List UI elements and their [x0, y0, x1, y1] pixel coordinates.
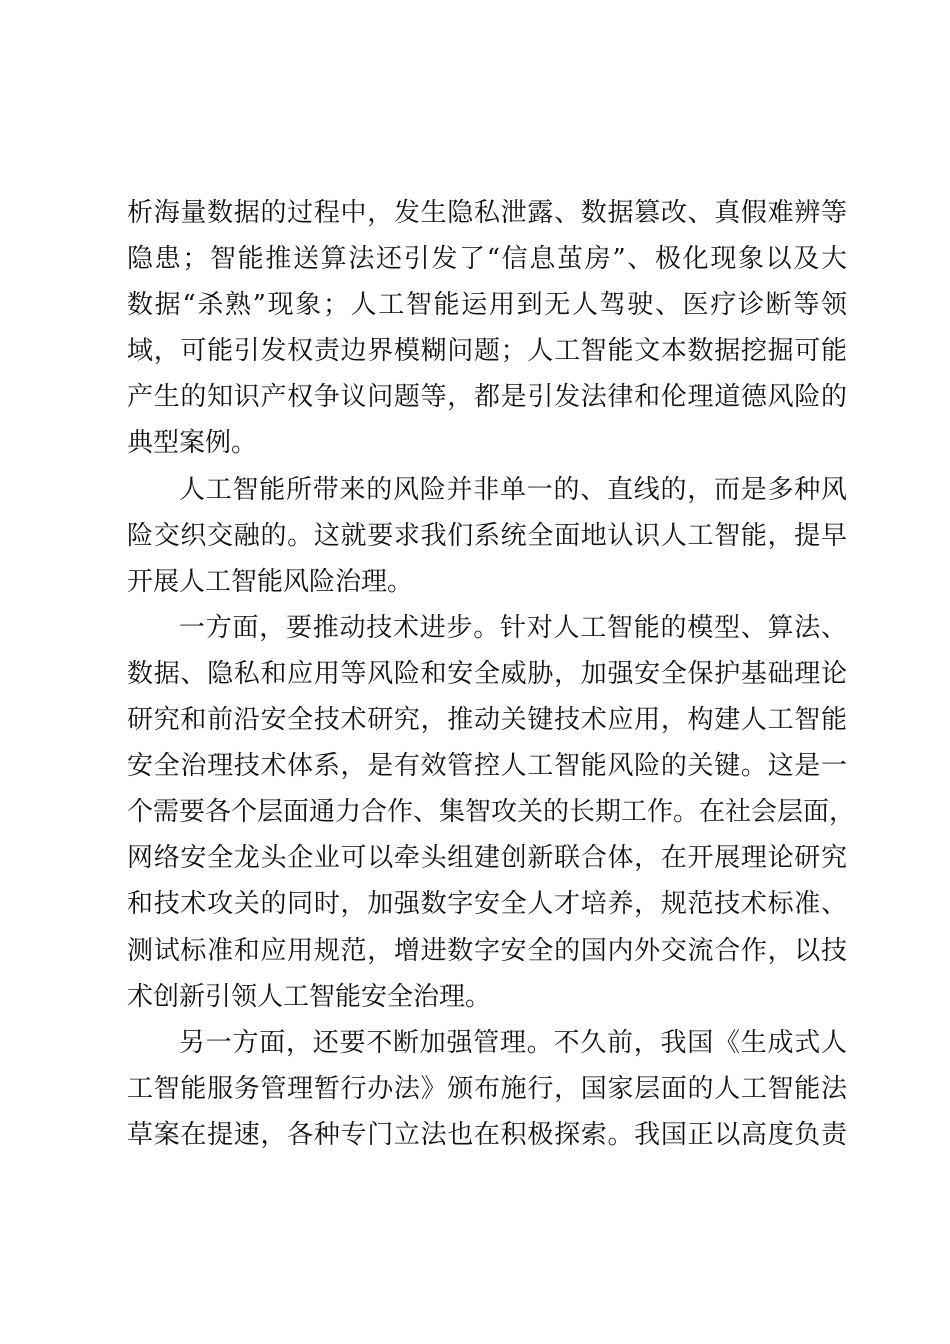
text-line: 数据、隐私和应用等风险和安全威胁，加强安全保护基础理论 — [127, 658, 847, 689]
paragraph-first-line: 另一方面，还要不断加强管理。不久前，我国《生成式人 — [179, 1027, 847, 1058]
text-line: 数据“杀熟”现象；人工智能运用到无人驾驶、医疗诊断等领 — [127, 290, 847, 321]
text-line: 个需要各个层面通力合作、集智攻关的长期工作。在社会层面， — [127, 797, 856, 828]
body-text — [127, 190, 856, 1158]
text-line: 工智能服务管理暂行办法》颁布施行，国家层面的人工智能法 — [127, 1073, 847, 1104]
text-line: 险交织交融的。这就要求我们系统全面地认识人工智能，提早 — [127, 520, 847, 551]
paragraph-first-line: 人工智能所带来的风险并非单一的、直线的，而是多种风 — [179, 474, 847, 505]
paragraph-first-line: 一方面，要推动技术进步。针对人工智能的模型、算法、 — [179, 612, 847, 643]
text-line: 草案在提速，各种专门立法也在积极探索。我国正以高度负责 — [127, 1119, 847, 1150]
text-line: 析海量数据的过程中，发生隐私泄露、数据篡改、真假难辨等 — [127, 198, 847, 228]
text-line: 典型案例。 — [127, 428, 258, 459]
text-line: 研究和前沿安全技术研究，推动关键技术应用，构建人工智能 — [127, 705, 847, 736]
text-line: 产生的知识产权争议问题等，都是引发法律和伦理道德风险的 — [127, 382, 847, 413]
text-line: 域，可能引发权责边界模糊问题；人工智能文本数据挖掘可能 — [127, 336, 847, 367]
text-line: 测试标准和应用规范，增进数字安全的国内外交流合作，以技 — [127, 935, 847, 966]
text-line: 开展人工智能风险治理。 — [127, 566, 414, 597]
text-line: 网络安全龙头企业可以牵头组建创新联合体，在开展理论研究 — [127, 843, 847, 874]
text-line: 安全治理技术体系，是有效管控人工智能风险的关键。这是一 — [127, 751, 847, 782]
text-line: 隐患；智能推送算法还引发了“信息茧房”、极化现象以及大 — [127, 244, 847, 275]
text-line: 术创新引领人工智能安全治理。 — [127, 981, 492, 1012]
text-line: 和技术攻关的同时，加强数字安全人才培养，规范技术标准、 — [127, 889, 847, 920]
